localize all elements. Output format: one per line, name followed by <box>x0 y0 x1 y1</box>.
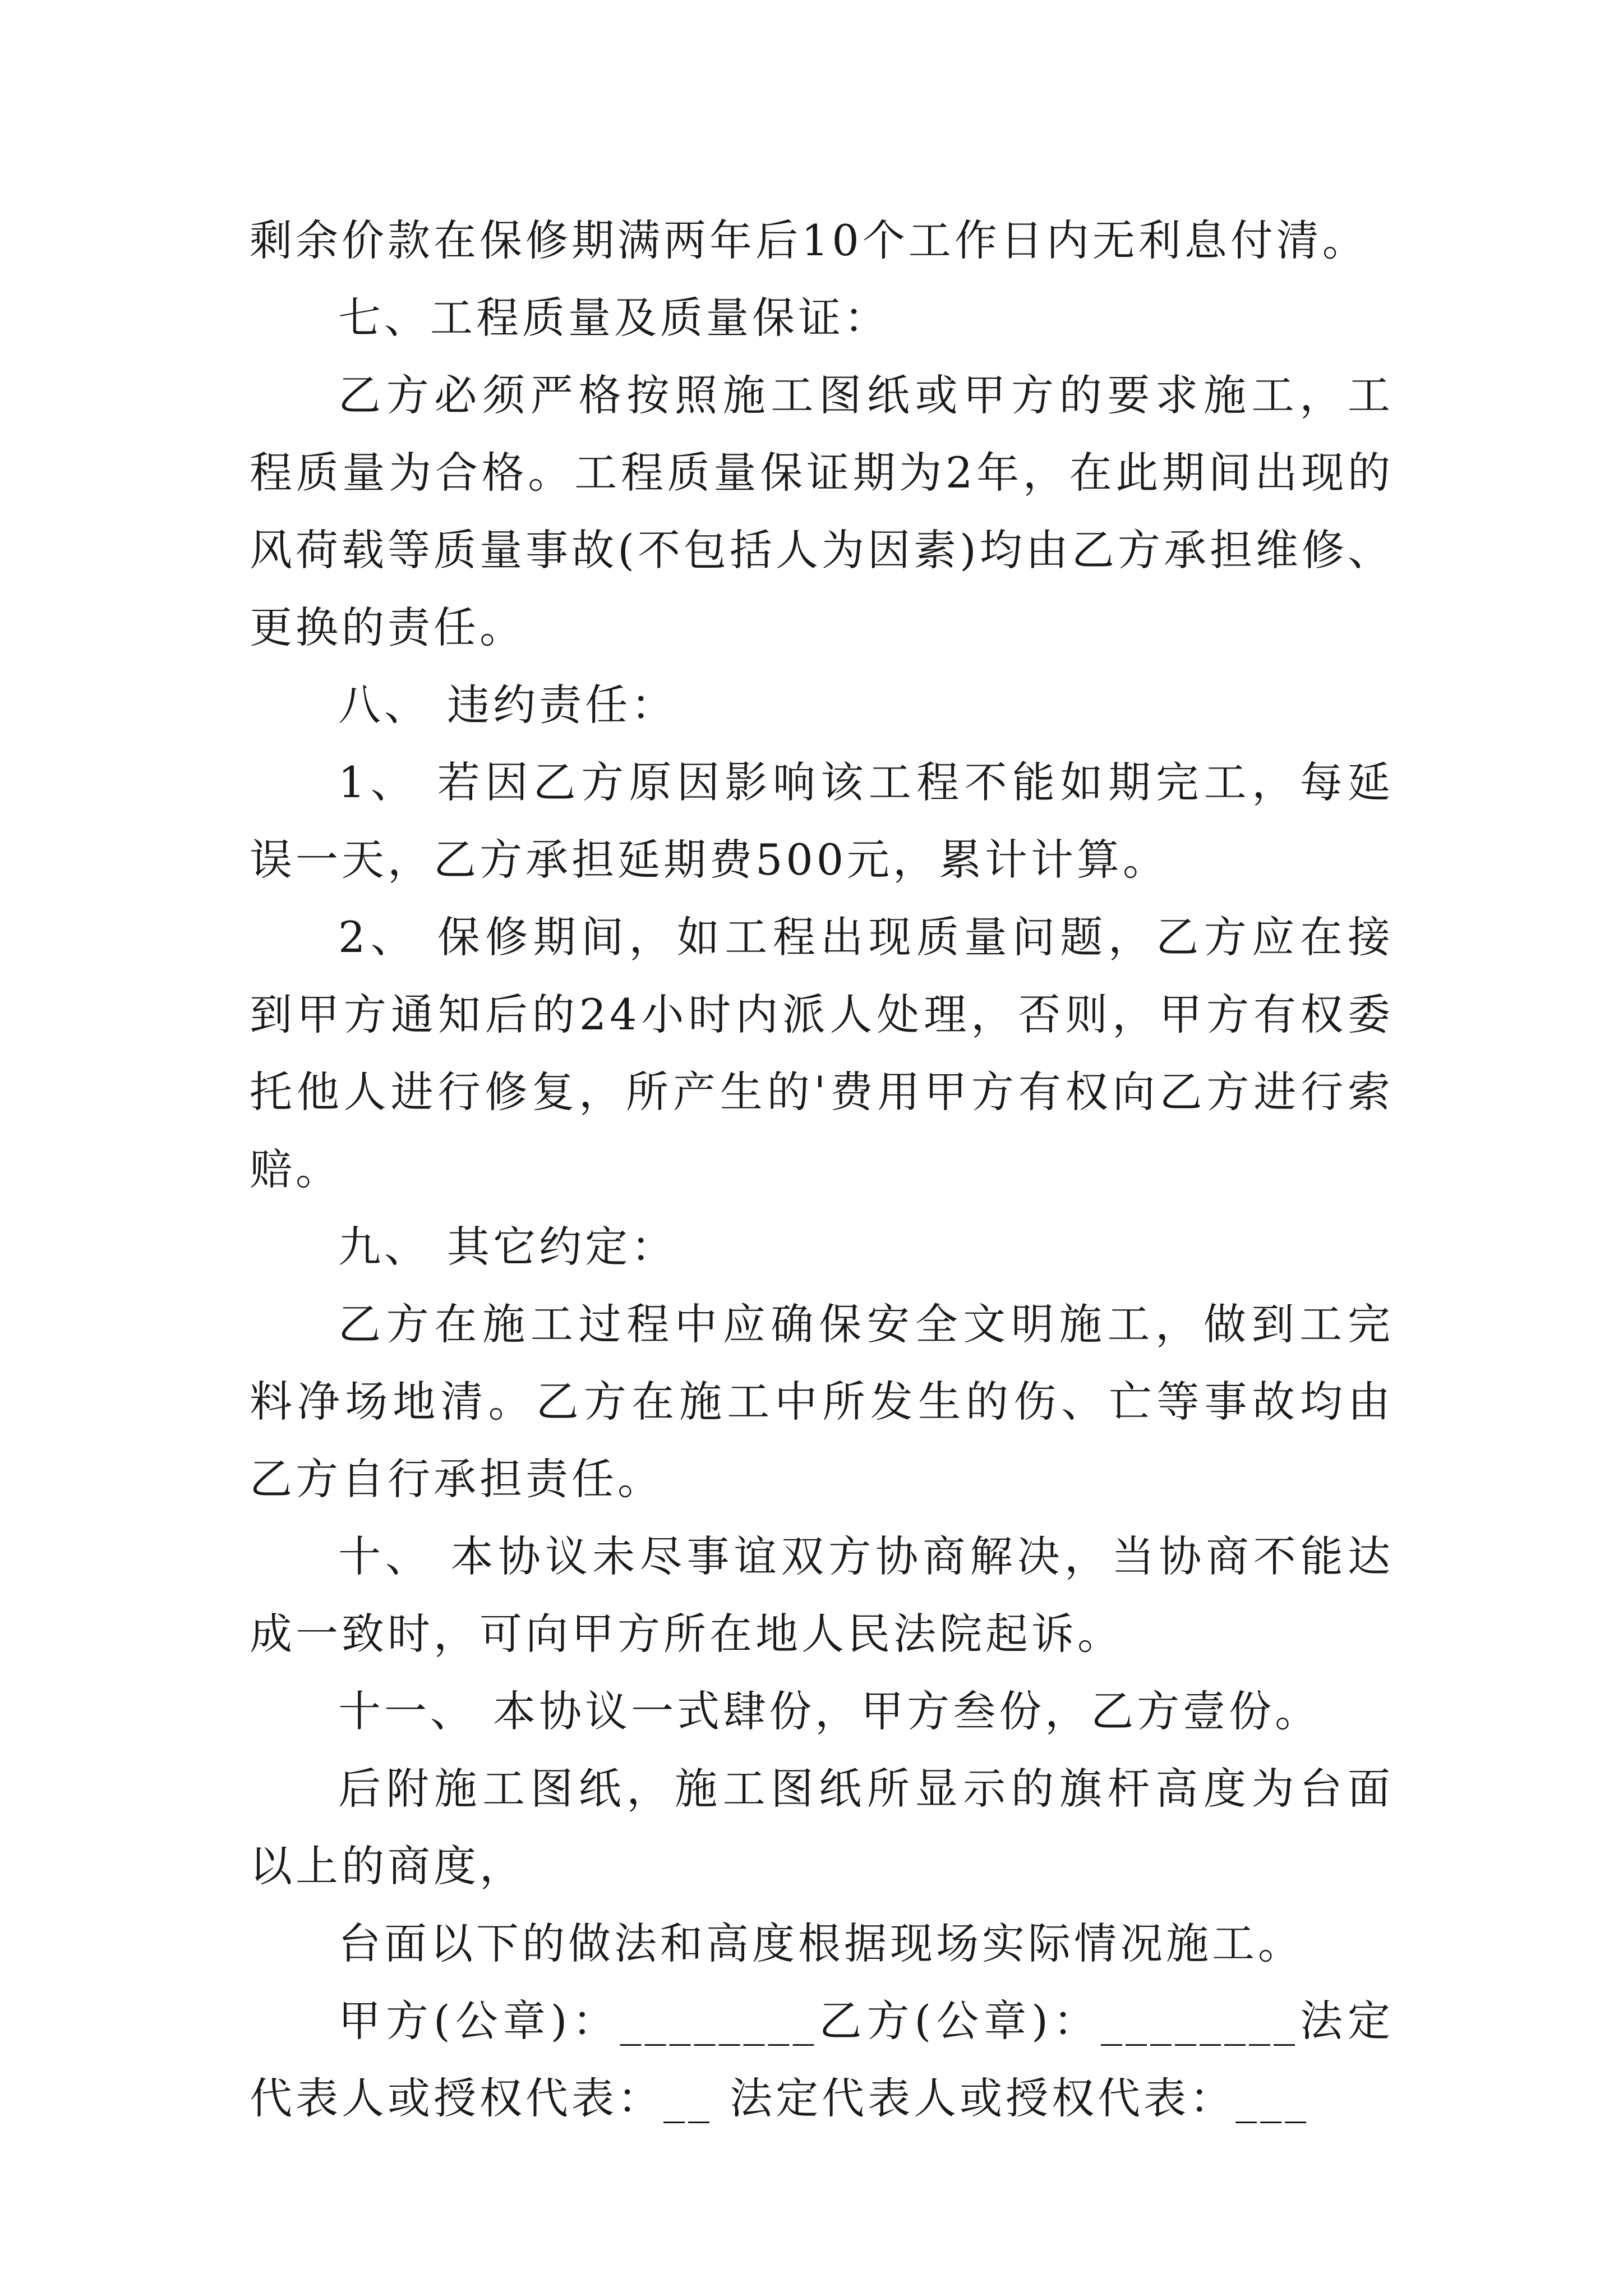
signature-lines: 甲方(公章)：________乙方(公章)：________法定代表人或授权代表：__ 法定代表人或授权代表：___ <box>250 1996 1394 2123</box>
document-body <box>250 202 1394 2137</box>
heading-section-8: 八、 违约责任： <box>338 680 677 730</box>
paragraph-drawings-note: 后附施工图纸，施工图纸所显示的旗杆高度为台面以上的商度， <box>250 1764 1394 1891</box>
heading-section-7: 七、工程质量及质量保证： <box>338 293 890 343</box>
paragraph-section-11: 十一、 本协议一式肆份，甲方叁份，乙方壹份。 <box>338 1686 1321 1736</box>
paragraph-section-10: 十、 本协议未尽事谊双方协商解决，当协商不能达成一致时，可向甲方所在地人民法院起诉。 <box>250 1531 1394 1659</box>
heading-section-9: 九、 其它约定： <box>338 1222 677 1272</box>
paragraph-quality-guarantee: 乙方必须严格按照施工图纸或甲方的要求施工，工程质量为合格。工程质量保证期为2年，在此期间出现的风荷载等质量事故(不包括人为因素)均由乙方承担维修、更换的责任。 <box>250 370 1394 652</box>
paragraph-remaining-payment: 剩余价款在保修期满两年后10个工作日内无利息付清。 <box>250 215 1368 265</box>
paragraph-breach-2: 2、 保修期间，如工程出现质量问题，乙方应在接到甲方通知后的24小时内派人处理，否则，甲方有权委托他人进行修复，所产生的'费用甲方有权向乙方进行索赔。 <box>250 912 1394 1194</box>
paragraph-breach-1: 1、 若因乙方原因影响该工程不能如期完工，每延误一天，乙方承担延期费500元，累计计算。 <box>250 757 1394 885</box>
paragraph-below-platform: 台面以下的做法和高度根据现场实际情况施工。 <box>338 1918 1304 1968</box>
paragraph-other-agreements: 乙方在施工过程中应确保安全文明施工，做到工完料净场地清。乙方在施工中所发生的伤、亡等事故均由乙方自行承担责任。 <box>250 1299 1394 1504</box>
